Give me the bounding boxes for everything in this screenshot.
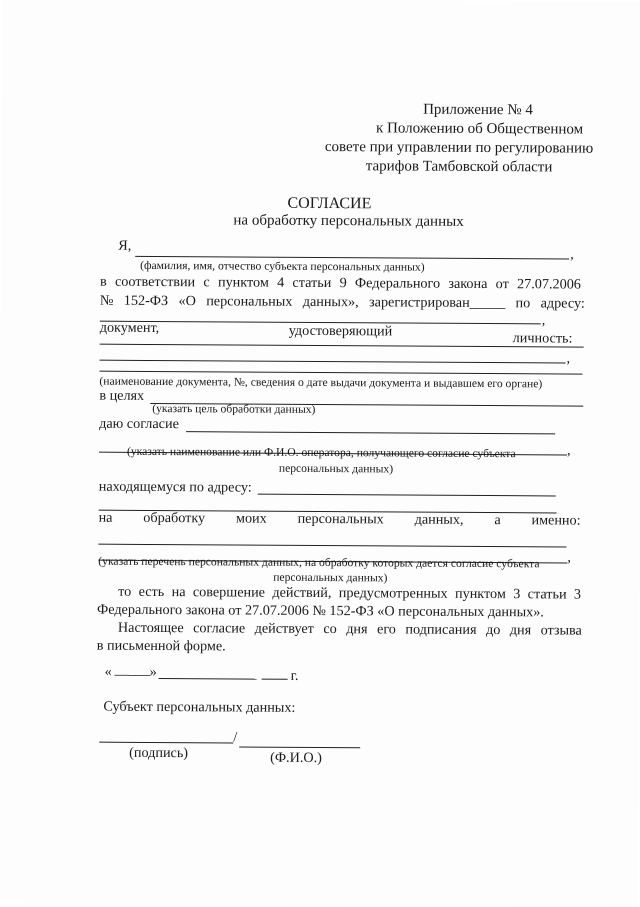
para1-word: 152-ФЗ (123, 292, 169, 310)
comma-mark: , (541, 312, 546, 329)
para2-line2: Федерального закона от 27.07.2006 № 152-ФЗ «О персональных данных». (96, 601, 544, 621)
appendix-council: совете при управлении по регулированию (324, 139, 594, 157)
para3-word: Настоящее (117, 619, 184, 637)
processing-word: а (494, 512, 501, 529)
appendix-number: Приложение № 4 (423, 101, 533, 119)
para1-word: адресу: (540, 295, 585, 312)
comma-mark: , (570, 246, 574, 263)
para1-word: 4 (277, 274, 285, 291)
caption-operator-1: (указать наименование или Ф.И.О. оператора, получающего согласие субъекта (126, 444, 516, 461)
para1-word: 9 (339, 275, 347, 292)
document-blank-line-3 (99, 371, 582, 375)
date-month-blank-line (159, 678, 257, 680)
date-open-quote: « (104, 663, 112, 680)
para3-word: согласие (193, 620, 246, 637)
para1-line1 (100, 275, 581, 292)
para3-word: его (376, 621, 396, 638)
located-blank-line-1 (258, 494, 556, 497)
para2-word: статьи (527, 586, 567, 603)
caption-document: (наименование документа, №, сведения о дате выдачи документа и выдавшем его органе) (99, 374, 543, 391)
caption-operator-2: персональных данных) (278, 461, 394, 476)
processing-word: данных, (414, 511, 464, 528)
signature-slash: / (233, 729, 238, 746)
para1-line2 (100, 294, 585, 311)
para1-word: пунктом (217, 274, 269, 291)
para2-word: действий, (272, 584, 332, 602)
para1-word: соответствии (114, 273, 196, 291)
para1-word: персональных (206, 293, 293, 310)
comma-mark: , (566, 442, 571, 459)
para3-word: отзыва (540, 622, 582, 639)
para2-line1 (118, 585, 581, 602)
para2-word: пунктом (454, 585, 506, 603)
appendix-region: тарифов Тамбовской области (365, 158, 553, 176)
fio-caption: (Ф.И.О.) (270, 749, 322, 767)
para2-word: 3 (573, 586, 582, 603)
document-blank-line-2 (100, 360, 566, 364)
para2-word: есть (138, 583, 165, 601)
para1-word: «О (178, 293, 196, 310)
para3-line1 (118, 621, 582, 638)
document-subtitle: на обработку персональных данных (233, 212, 464, 230)
list-blank-line-1 (98, 544, 566, 548)
date-year-blank-line (262, 679, 288, 680)
para3-word: дня (346, 621, 368, 638)
para2-word: совершение (192, 584, 266, 601)
date-year-suffix: г. (290, 667, 299, 684)
caption-fio: (фамилия, имя, отчество субъекта персональных данных) (140, 258, 425, 274)
para1-word: закона (448, 275, 488, 293)
document-title: СОГЛАСИЕ (287, 194, 372, 213)
para2-word: предусмотренных (338, 585, 448, 602)
label-document: документ, (99, 319, 160, 337)
label-ya: Я, (118, 237, 132, 254)
processing-word: обработку (143, 509, 206, 527)
comma-mark: , (567, 549, 571, 566)
para3-word: со (323, 621, 337, 638)
para1-word: статьи (292, 274, 332, 292)
para1-word: 27.07.2006 (517, 276, 581, 293)
para3-line2: в письменной форме. (96, 637, 226, 655)
appendix-regulation: к Положению об Общественном (375, 120, 584, 138)
para3-word: дня (509, 622, 532, 639)
signature-blank-line (99, 742, 233, 744)
consent-blank-line-1 (186, 431, 555, 434)
date-day-blank: _____ (114, 661, 151, 678)
processing-line (99, 511, 581, 528)
para1-word: по (515, 295, 531, 312)
document-blank-line-1 (100, 344, 584, 348)
para1-word: в (99, 273, 107, 290)
para1-word: Федерального (354, 275, 441, 292)
label-purpose: в целях (99, 387, 145, 404)
signature-caption: (подпись) (129, 744, 189, 762)
fio-signature-blank-line (239, 747, 360, 749)
caption-list-2: персональных данных) (273, 570, 388, 585)
processing-word: моих (235, 510, 267, 527)
label-identity: личность: (512, 330, 573, 347)
label-consent: даю согласие (99, 415, 179, 433)
para3-word: до (485, 622, 501, 639)
para3-word: действует (254, 620, 314, 637)
para2-word: 3 (513, 586, 521, 603)
processing-word: персональных (297, 510, 384, 528)
para1-word: с (203, 274, 210, 291)
label-located: находящемуся по адресу: (98, 478, 252, 496)
para1-word: № (99, 292, 114, 309)
para2-word: то (118, 583, 132, 600)
date-close-quote: » (149, 663, 157, 681)
para3-word: подписания (405, 621, 477, 638)
comma-mark: , (566, 350, 571, 367)
caption-list-1: (указать перечень персональных данных, на обработку которых дается согласие субъекта (98, 554, 540, 571)
para1-word: от (495, 276, 509, 293)
processing-word: именно: (531, 512, 581, 529)
para2-word: на (171, 584, 186, 601)
label-certifying: удостоверяющий (288, 322, 393, 340)
para1-word: зарегистрирован_____ (369, 294, 506, 312)
subject-label: Субъект персональных данных: (103, 698, 296, 716)
processing-word: на (98, 509, 113, 526)
caption-purpose: (указать цель обработки данных) (152, 401, 316, 416)
para1-word: данных», (302, 293, 359, 311)
